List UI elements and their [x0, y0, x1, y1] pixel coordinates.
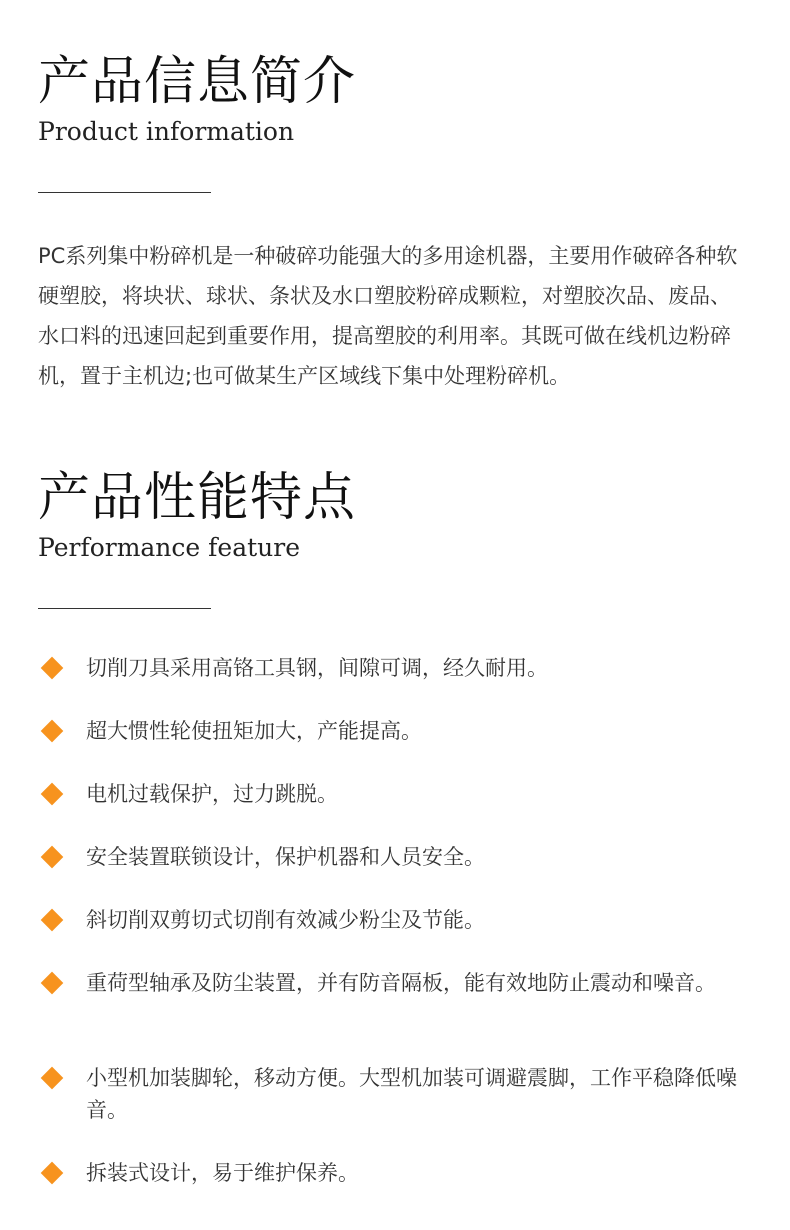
- feature-text: 斜切削双剪切式切削有效减少粉尘及节能。: [86, 908, 485, 932]
- diamond-bullet-icon: [41, 783, 64, 806]
- feature-item: [38, 652, 750, 684]
- feature-item: [38, 1062, 750, 1126]
- feature-text: 切削刀具采用高铬工具钢，间隙可调，经久耐用。: [86, 656, 548, 680]
- intro-body-wrap: [38, 236, 750, 396]
- intro-divider-wrap: [38, 192, 750, 193]
- diamond-bullet-icon: [41, 846, 64, 869]
- intro-paragraph: PC系列集中粉碎机是一种破碎功能强大的多用途机器，主要用作破碎各种软硬塑胶，将块状、球状、条状及水口塑胶粉碎成颗粒，对塑胶次品、废品、水口料的迅速回起到重要作用，提高塑胶的利用率。其既可做在线机边粉碎机，置于主机边;也可做某生产区域线下集中处理粉碎机。: [38, 244, 738, 388]
- intro-title-en: Product information: [38, 117, 295, 146]
- diamond-bullet-icon: [41, 1162, 64, 1185]
- feature-text: 小型机加装脚轮，移动方便。大型机加装可调避震脚，工作平稳降低噪音。: [86, 1066, 737, 1122]
- feature-item: [38, 778, 750, 810]
- intro-divider: [38, 192, 211, 193]
- feature-text: 拆装式设计，易于维护保养。: [86, 1161, 359, 1185]
- diamond-bullet-icon: [41, 909, 64, 932]
- feature-item: [38, 967, 750, 999]
- feature-item: [38, 715, 750, 747]
- intro-section: [38, 52, 750, 148]
- feature-text: 超大惯性轮使扭矩加大，产能提高。: [86, 719, 422, 743]
- features-divider-wrap: [38, 608, 750, 609]
- features-title-en: Performance feature: [38, 533, 300, 562]
- feature-text: 安全装置联锁设计，保护机器和人员安全。: [86, 845, 485, 869]
- features-header: [38, 468, 750, 564]
- feature-text: 电机过载保护，过力跳脱。: [86, 782, 338, 806]
- diamond-bullet-icon: [41, 657, 64, 680]
- features-divider: [38, 608, 211, 609]
- feature-item: [38, 1157, 750, 1189]
- feature-item: [38, 904, 750, 936]
- diamond-bullet-icon: [41, 972, 64, 995]
- feature-item: [38, 841, 750, 873]
- feature-text: 重荷型轴承及防尘装置，并有防音隔板，能有效地防止震动和噪音。: [86, 971, 716, 995]
- intro-title-cn: 产品信息简介: [38, 52, 357, 112]
- features-title-cn: 产品性能特点: [38, 468, 357, 528]
- diamond-bullet-icon: [41, 1067, 64, 1090]
- diamond-bullet-icon: [41, 720, 64, 743]
